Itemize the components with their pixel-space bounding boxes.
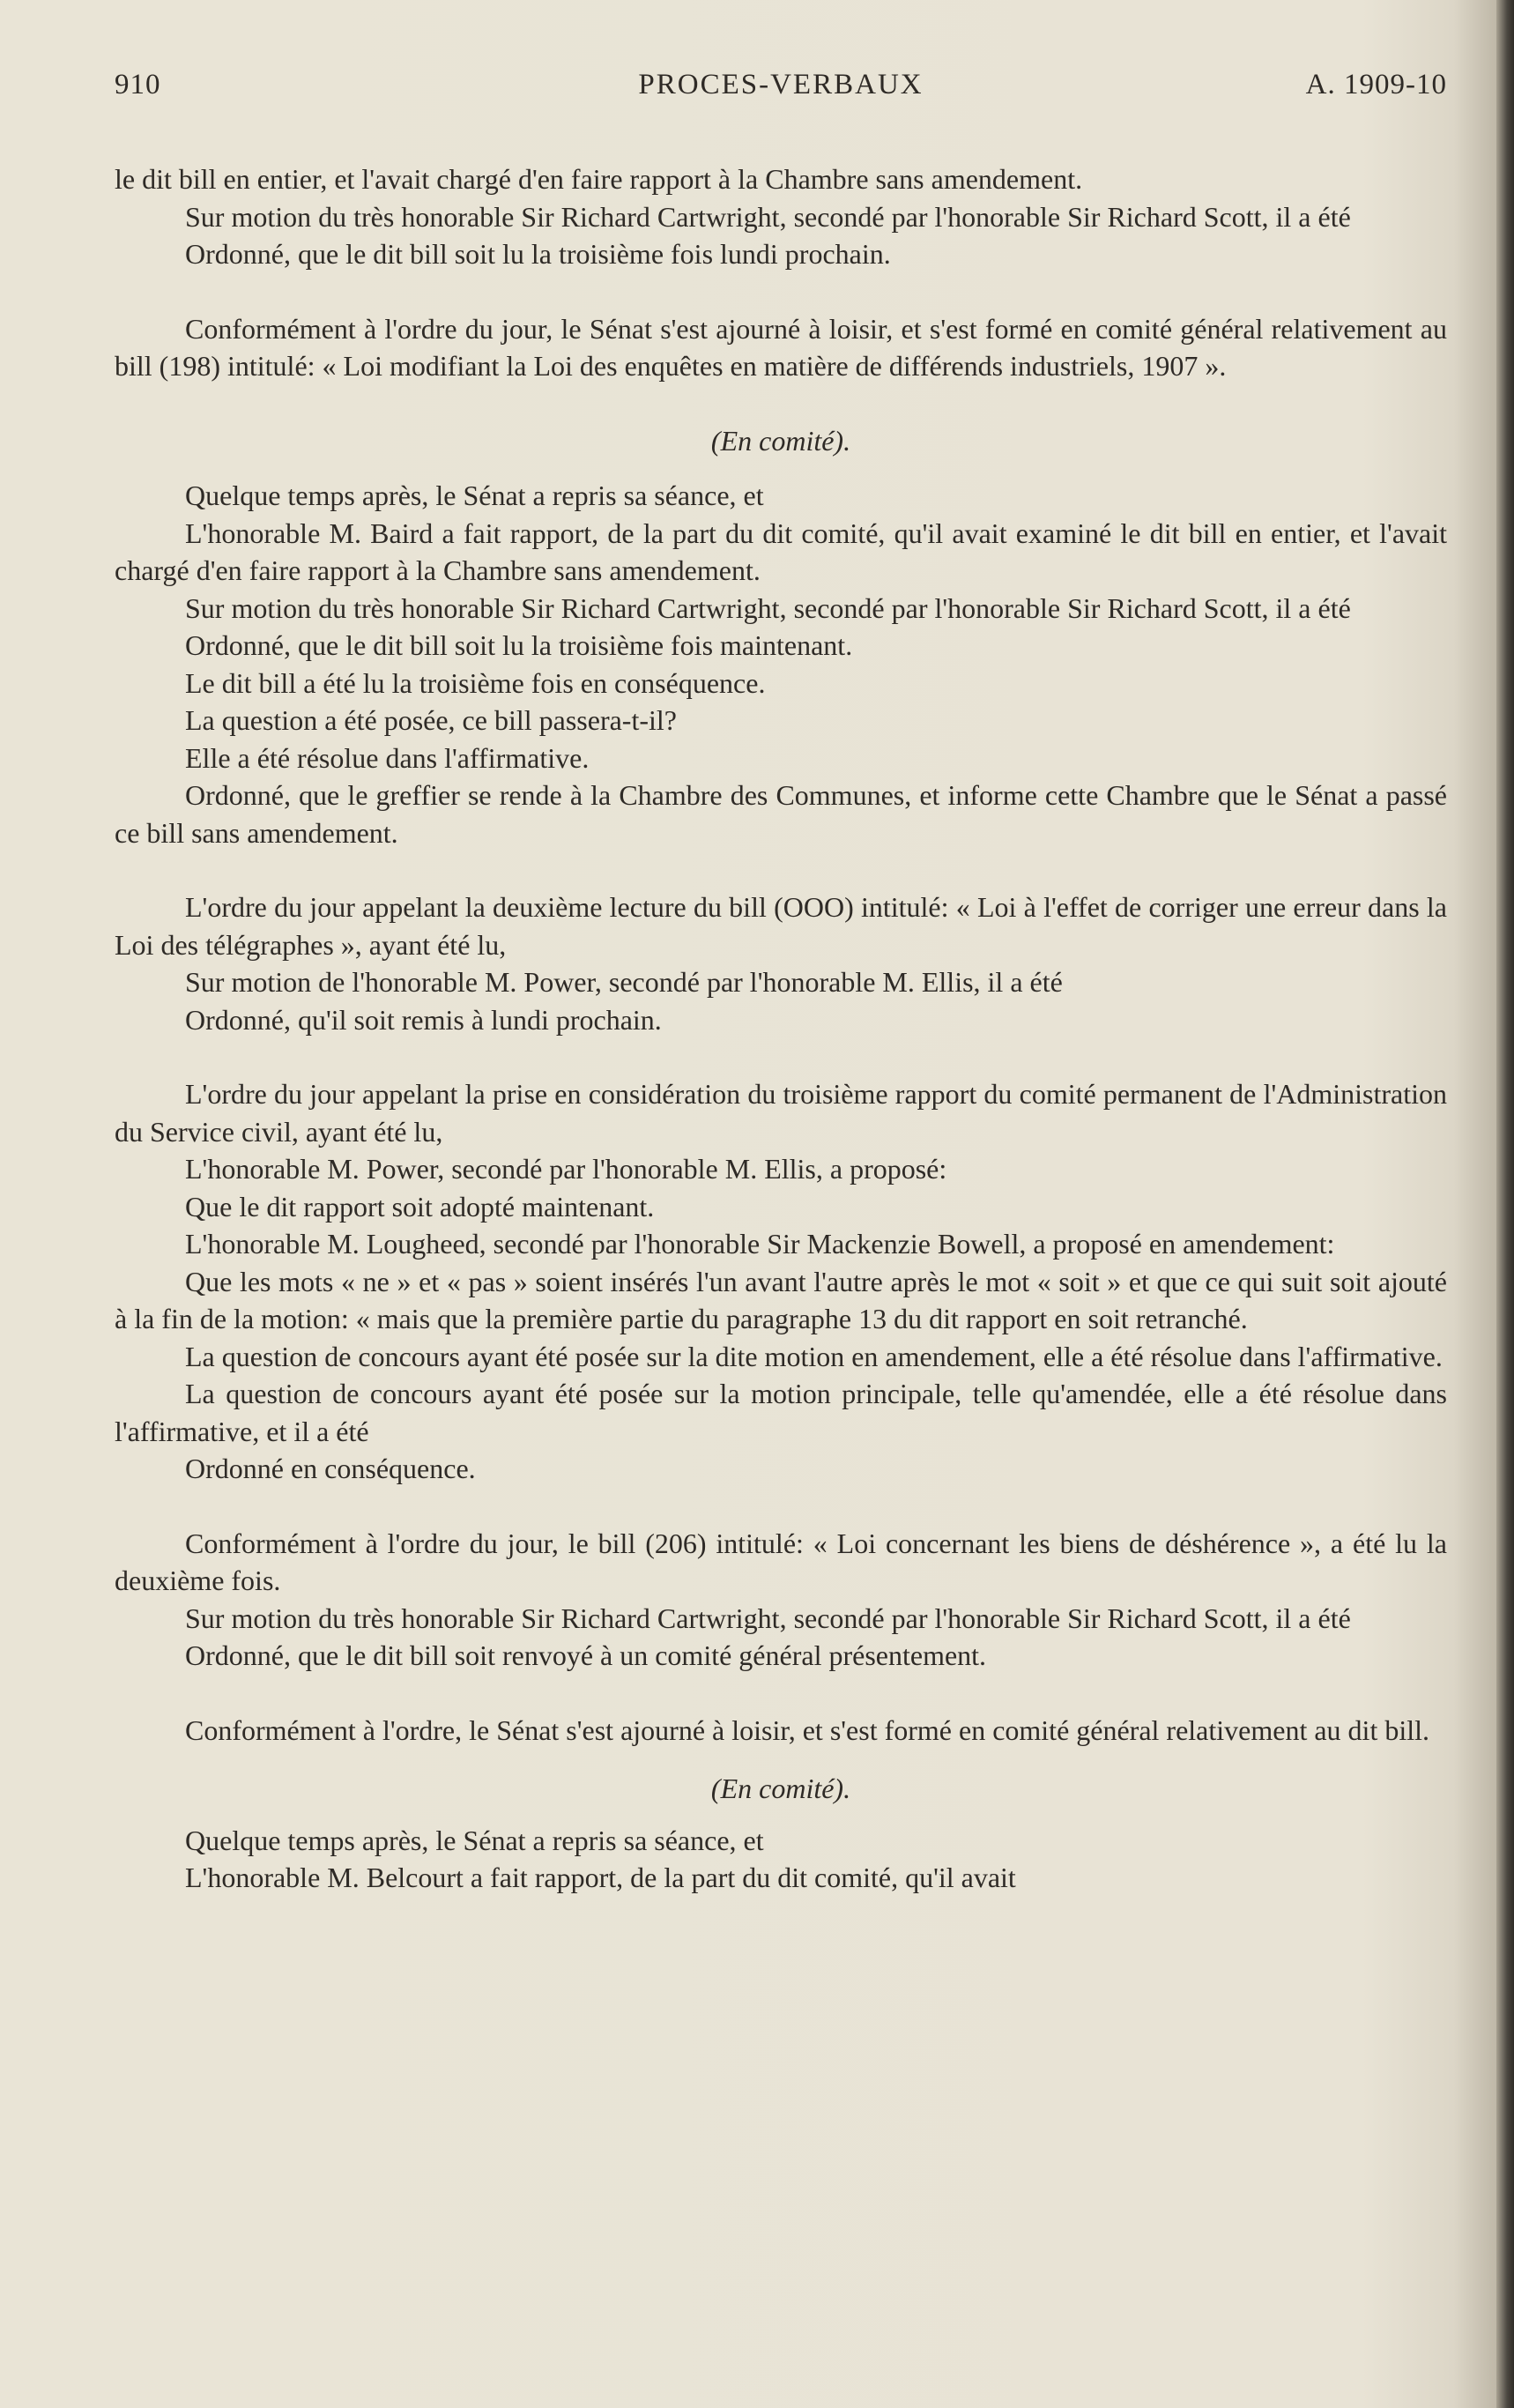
paragraph: Ordonné en conséquence. [185, 1453, 476, 1484]
paragraph: Que le dit rapport soit adopté maintenant. [185, 1190, 655, 1223]
paragraph: Conformément à l'ordre du jour, le Sénat s'est ajourné à loisir, et s'est formé en comité général relativement au bill (198) intitulé: « Loi modifiant la Loi des enquêtes en matière de différends industriels, 1907 ». [115, 312, 1447, 382]
paragraph: L'honorable M. Lougheed, secondé par l'honorable Sir Mackenzie Bowell, a proposé en amendement: [185, 1228, 1335, 1260]
page-number: 910 [115, 69, 161, 100]
paragraph: Conformément à l'ordre, le Sénat s'est ajourné à loisir, et s'est formé en comité général relativement au dit bill. [185, 1713, 1429, 1746]
paragraph: Ordonné, que le dit bill soit renvoyé à un comité général présentement. [185, 1639, 987, 1671]
paragraph: L'ordre du jour appelant la prise en considération du troisième rapport du comité permanent de l'Administration du Service civil, ayant été lu, [115, 1078, 1447, 1148]
paragraph: La question de concours ayant été posée sur la motion principale, telle qu'amendée, elle a été résolue dans l'affirmative, et il a été [115, 1378, 1447, 1447]
page-title: PROCES-VERBAUX [638, 69, 924, 100]
paragraph: La question a été posée, ce bill passera-t-il? [185, 704, 677, 736]
paragraph: Ordonné, que le greffier se rende à la Chambre des Communes, et informe cette Chambre que le Sénat a passé ce bill sans amendement. [115, 779, 1447, 849]
paragraph: Que les mots « ne » et « pas » soient insérés l'un avant l'autre après le mot « soit » et que ce qui suit soit ajouté à la fin de la motion: « mais que la première partie du paragraphe 13 du dit rapport en soit retranché. [115, 1265, 1447, 1334]
paragraph: Ordonné, qu'il soit remis à lundi prochain. [185, 1003, 662, 1036]
paragraph: le dit bill en entier, et l'avait chargé d'en faire rapport à la Chambre sans amendement. [115, 163, 1083, 195]
paragraph: L'honorable M. Belcourt a fait rapport, de la part du dit comité, qu'il avait [185, 1862, 1016, 1893]
paragraph: Le dit bill a été lu la troisième fois en conséquence. [185, 666, 766, 699]
paragraph: Elle a été résolue dans l'affirmative. [185, 741, 590, 774]
page-binding-edge [1496, 0, 1514, 2408]
paragraph: Sur motion du très honorable Sir Richard Cartwright, secondé par l'honorable Sir Richard Scott, il a été [185, 591, 1351, 624]
paragraph: Ordonné, que le dit bill soit lu la troisième fois maintenant. [185, 629, 853, 661]
paragraph: La question de concours ayant été posée sur la dite motion en amendement, elle a été résolue dans l'affirmative. [185, 1340, 1443, 1372]
paragraph: L'honorable M. Power, secondé par l'honorable M. Ellis, a proposé: [185, 1153, 947, 1185]
page-body [115, 160, 1447, 1897]
paragraph: Sur motion du très honorable Sir Richard Cartwright, secondé par l'honorable Sir Richard Scott, il a été [185, 200, 1351, 233]
paragraph: Quelque temps après, le Sénat a repris sa séance, et [185, 479, 764, 511]
section-heading: (En comité). [710, 1773, 851, 1804]
paragraph: Ordonné, que le dit bill soit lu la troisième fois lundi prochain. [185, 238, 891, 270]
paragraph: Conformément à l'ordre du jour, le bill (206) intitulé: « Loi concernant les biens de déshérence », a été lu la deuxième fois. [115, 1527, 1447, 1596]
paragraph: L'ordre du jour appelant la deuxième lecture du bill (OOO) intitulé: « Loi à l'effet de corriger une erreur dans la Loi des télégraphes », ayant été lu, [115, 891, 1447, 961]
session-year: A. 1909-10 [1305, 69, 1447, 100]
paragraph: L'honorable M. Baird a fait rapport, de la part du dit comité, qu'il avait examiné le dit bill en entier, et l'avait chargé d'en faire rapport à la Chambre sans amendement. [115, 517, 1447, 586]
section-heading: (En comité). [710, 424, 851, 457]
paragraph: Sur motion du très honorable Sir Richard Cartwright, secondé par l'honorable Sir Richard Scott, il a été [185, 1602, 1351, 1634]
paragraph: Sur motion de l'honorable M. Power, secondé par l'honorable M. Ellis, il a été [185, 966, 1063, 998]
page-header [115, 69, 1447, 113]
paragraph: Quelque temps après, le Sénat a repris sa séance, et [185, 1824, 764, 1856]
